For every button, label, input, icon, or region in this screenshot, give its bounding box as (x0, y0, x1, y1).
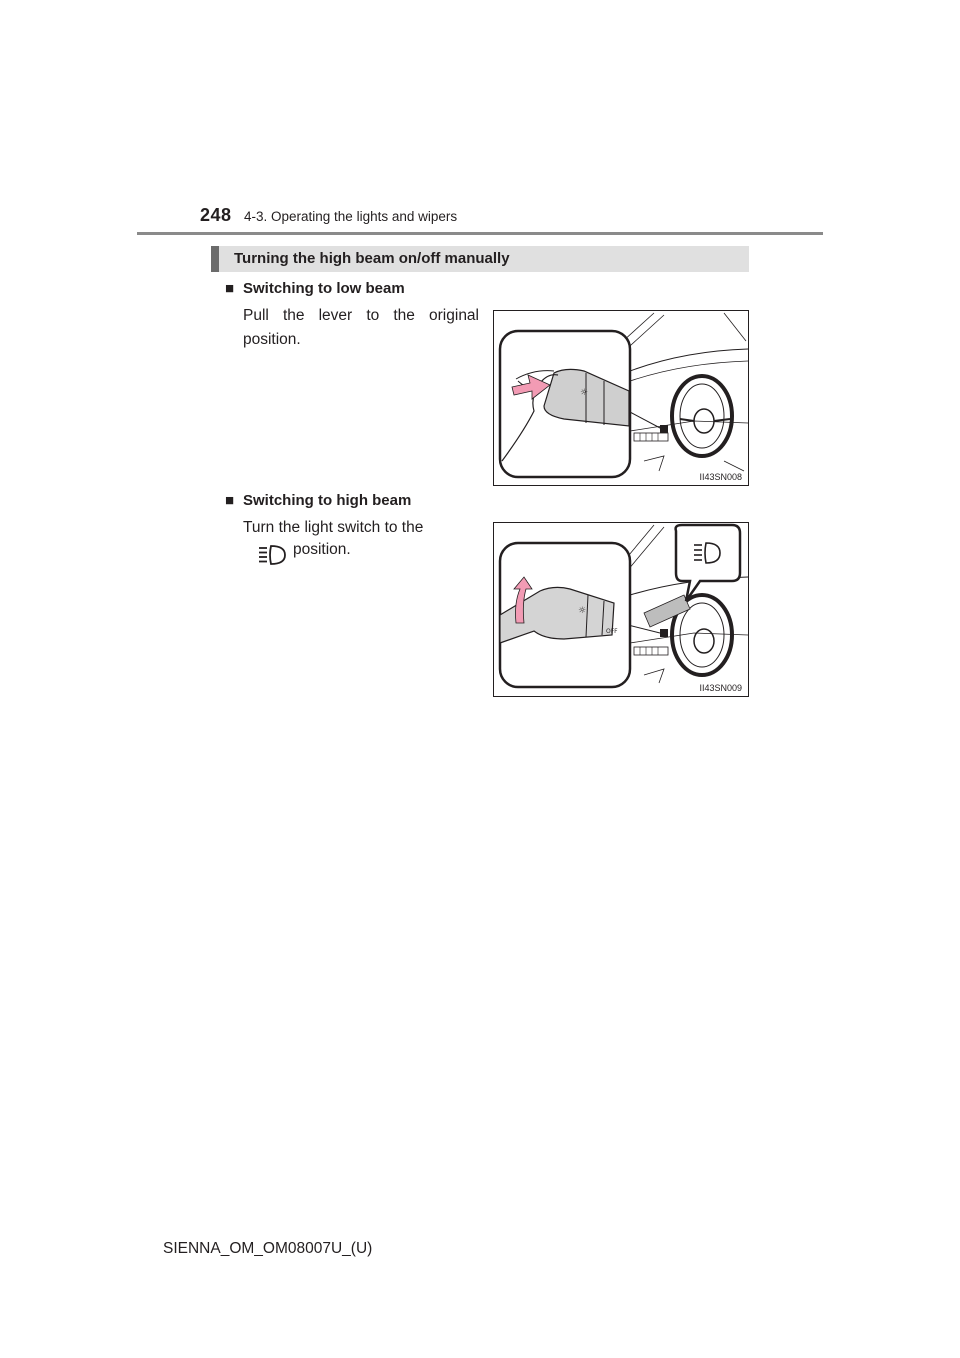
figure-high-beam (493, 522, 749, 697)
low-beam-illustration (494, 311, 748, 485)
low-beam-instruction: Pull the lever to the original position. (243, 307, 479, 348)
section-title: 4-3. Operating the lights and wipers (244, 209, 458, 224)
bullet-square: ■ (225, 280, 235, 297)
svg-text:☼: ☼ (578, 606, 587, 616)
footer-doc-code: SIENNA_OM_OM08007U_(U) (163, 1240, 373, 1257)
svg-text:☼: ☼ (580, 388, 589, 398)
figure-code-low-beam: II43SN008 (699, 472, 742, 482)
figure-code-high-beam: II43SN009 (699, 683, 742, 693)
subheading-high-beam-text: Switching to high beam (243, 492, 412, 509)
figure-low-beam (493, 310, 749, 486)
section-heading (211, 246, 749, 272)
subheading-low-beam-text: Switching to low beam (243, 280, 405, 297)
high-beam-icon (258, 545, 286, 570)
bullet-square: ■ (225, 492, 235, 509)
high-beam-instruction: Turn the light switch to the (243, 519, 424, 536)
subheading-high-beam (225, 492, 411, 509)
section-heading-text: Turning the high beam on/off manually (234, 250, 510, 267)
high-beam-illustration (494, 523, 748, 696)
page-number: 248 (200, 205, 232, 225)
header-divider (137, 232, 823, 235)
position-word: position. (293, 541, 351, 558)
svg-text:OFF: OFF (606, 628, 618, 635)
subheading-low-beam (225, 280, 405, 297)
